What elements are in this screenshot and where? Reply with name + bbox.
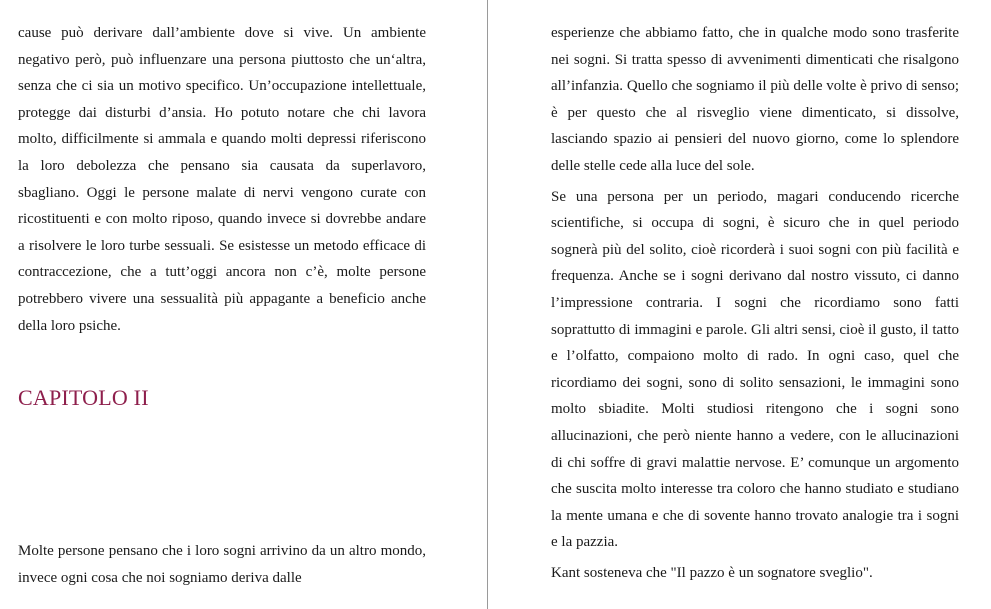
right-paragraph-3: Kant sosteneva che "Il pazzo è un sognatore sveglio". [551,564,873,581]
page-gutter-divider [487,0,488,609]
right-paragraph-2: Se una persona per un periodo, magari conducendo ricerche scientifiche, si occupa di sogni, è sicuro che in quel periodo sognerà più del solito, cioè ricorderà i suoi sogni con più facilità e frequenza. Anche se i sogni derivano dal nostro vissuto, ci danno l’impressione contraria. I sogni che ricordiamo sono fatti soprattutto di immagini e parole. Gli altri sensi, cioè il gusto, il tatto e l’olfatto, compaiono molto di rado. In ogni caso, quel che ricordiamo dei sogni, sono di solito sensazioni, le immagini sono molto sbiadite. Molti studiosi ritengono che i sogni sono allucinazioni, che però niente hanno a vedere, con le allucinazioni di chi soffre di gravi malattie nervose. E’ comunque un argomento che suscita molto interesse tra coloro che hanno studiato e studiano la mente umana e che di sovente hanno trovato analogie tra i sogni e la pazzia. [551,188,959,551]
left-page [18,0,426,609]
left-paragraph-2: Molte persone pensano che i loro sogni arrivino da un altro mondo, invece ogni cosa che noi sogniamo deriva dalle [18,543,426,586]
chapter-heading: CAPITOLO II [18,385,149,411]
right-page [551,0,959,609]
left-paragraph-1: cause può derivare dall’ambiente dove si vive. Un ambiente negativo però, può influenzare una persona piuttosto che un‘altra, senza che ci sia un motivo specifico. Un’occupazione intellettuale, protegge dai disturbi d’ansia. Ho potuto notare che chi lavora molto, difficilmente si ammala e quando molti depressi riferiscono la loro debolezza che pensano sia causata da superlavoro, sbagliano. Oggi le persone malate di nervi vengono curate con ricostituenti e con molto riposo, quando invece si dovrebbe andare a risolvere le loro turbe sessuali. Se esistesse un metodo efficace di contraccezione, che a tutt’oggi ancora non c’è, molte persone potrebbero vivere una sessualità più appagante a beneficio anche della loro psiche. [18,25,426,334]
right-paragraph-1: esperienze che abbiamo fatto, che in qualche modo sono trasferite nei sogni. Si tratta spesso di avvenimenti dimenticati che risalgono all’infanzia. Quello che sogniamo il più delle volte è privo di senso; è per questo che al risveglio viene dimenticato, si dissolve, lasciando spazio ai pensieri del nuovo giorno, come lo splendore delle stelle cede alla luce del sole. [551,25,959,174]
